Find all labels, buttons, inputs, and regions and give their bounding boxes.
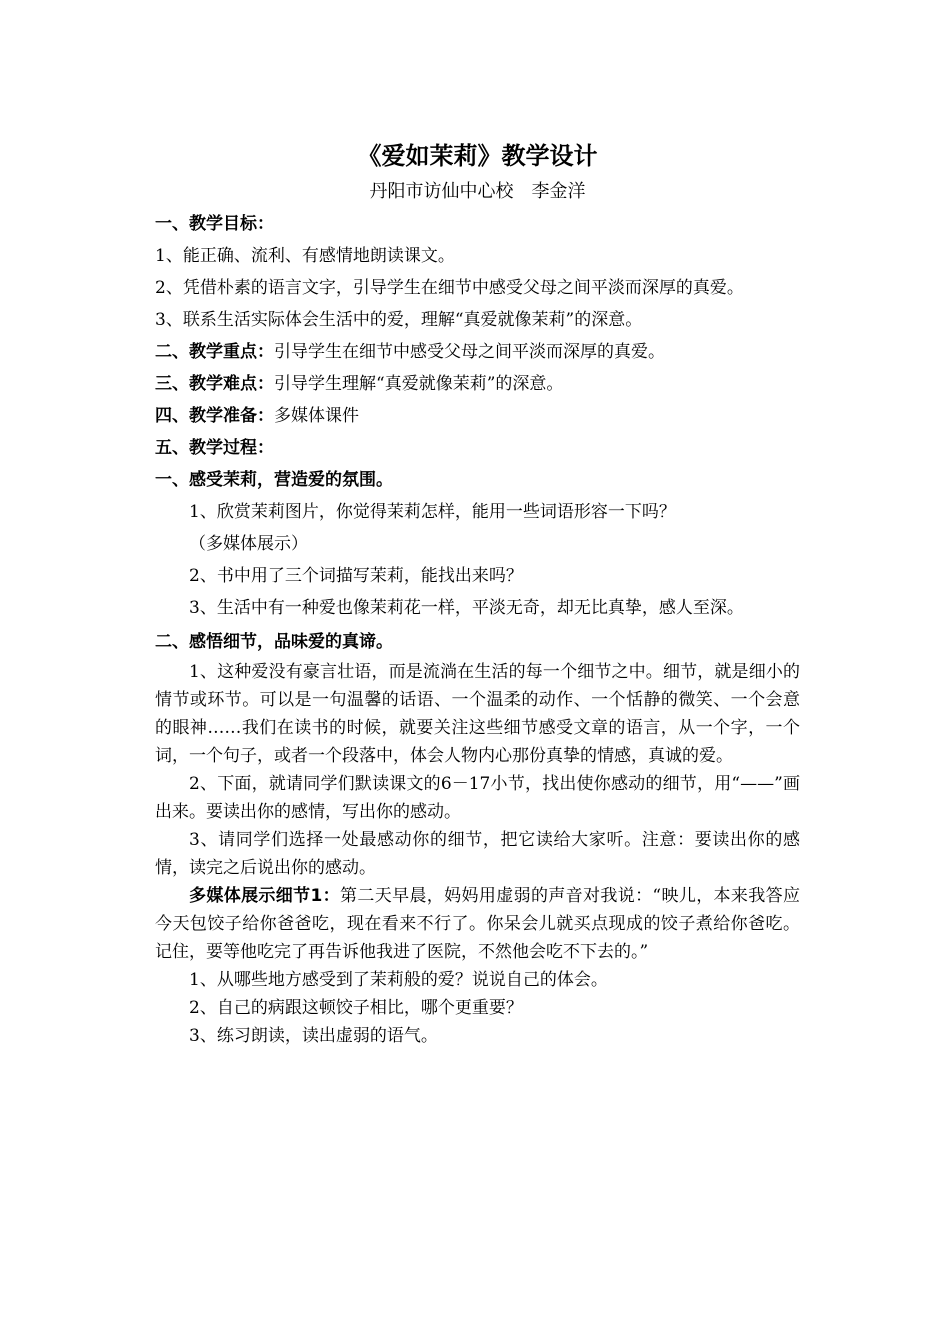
question-item: 3、练习朗读，读出虚弱的语气。 (189, 1026, 438, 1046)
difficulty-line (155, 368, 800, 400)
goal-item: 2、凭借朴素的语言文字，引导学生在细节中感受父母之间平淡而深厚的真爱。 (155, 278, 744, 298)
detail-paragraph (155, 882, 800, 966)
part2-item: 2、下面，就请同学们默读课文的6－17小节，找出使你感动的细节，用“——”画出来。要读出你的感情，写出你的感动。 (155, 774, 800, 822)
question-item: 1、从哪些地方感受到了茉莉般的爱？说说自己的体会。 (189, 970, 608, 990)
process-heading: 五、教学过程： (155, 438, 274, 458)
goal-item: 3、联系生活实际体会生活中的爱，理解“真爱就像茉莉”的深意。 (155, 310, 643, 330)
goal-item: 1、能正确、流利、有感情地朗读课文。 (155, 246, 455, 266)
key-point-label: 二、教学重点： (155, 342, 274, 362)
page-title: 《爱如茉莉》教学设计 (357, 142, 598, 170)
author-line: 丹阳市访仙中心校 李金洋 (369, 181, 586, 202)
preparation-line (155, 400, 800, 432)
preparation-text: 多媒体课件 (274, 406, 359, 426)
part2-item: 3、请同学们选择一处最感动你的细节，把它读给大家听。注意：要读出你的感情，读完之后说出你的感动。 (155, 830, 800, 878)
goals-heading: 一、教学目标： (155, 214, 274, 234)
key-point-text: 引导学生在细节中感受父母之间平淡而深厚的真爱。 (274, 342, 665, 362)
part1-heading: 一、感受茉莉，营造爱的氛围。 (155, 470, 393, 490)
part2-heading: 二、感悟细节，品味爱的真谛。 (155, 632, 393, 652)
document-body (155, 140, 800, 1050)
part1-item: 3、生活中有一种爱也像茉莉花一样，平淡无奇，却无比真挚，感人至深。 (189, 598, 744, 618)
difficulty-text: 引导学生理解“真爱就像茉莉”的深意。 (274, 374, 564, 394)
part2-item: 1、这种爱没有豪言壮语，而是流淌在生活的每一个细节之中。细节，就是细小的情节或环节。可以是一句温馨的话语、一个温柔的动作、一个恬静的微笑、一个会意的眼神……我们在读书的时候，就要关注这些细节感受文章的语言，从一个字，一个词，一个句子，或者一个段落中，体会人物内心那份真挚的情感，真诚的爱。 (155, 662, 800, 766)
question-item: 2、自己的病跟这顿饺子相比，哪个更重要？ (189, 998, 523, 1018)
difficulty-label: 三、教学难点： (155, 374, 274, 394)
preparation-label: 四、教学准备： (155, 406, 274, 426)
part1-item-note: （多媒体展示） (189, 534, 308, 554)
detail-text: 第二天早晨，妈妈用虚弱的声音对我说：“映儿，本来我答应今天包饺子给你爸爸吃，现在看来不行了。你呆会儿就买点现成的饺子煮给你爸吃。记住，要等他吃完了再告诉他我进了医院，不然他会吃不下去的。” (155, 886, 800, 962)
key-point-line (155, 336, 800, 368)
detail-label: 多媒体展示细节1： (189, 886, 341, 906)
part1-item: 1、欣赏茉莉图片，你觉得茉莉怎样，能用一些词语形容一下吗？ (189, 502, 676, 522)
part1-item: 2、书中用了三个词描写茉莉，能找出来吗？ (189, 566, 523, 586)
